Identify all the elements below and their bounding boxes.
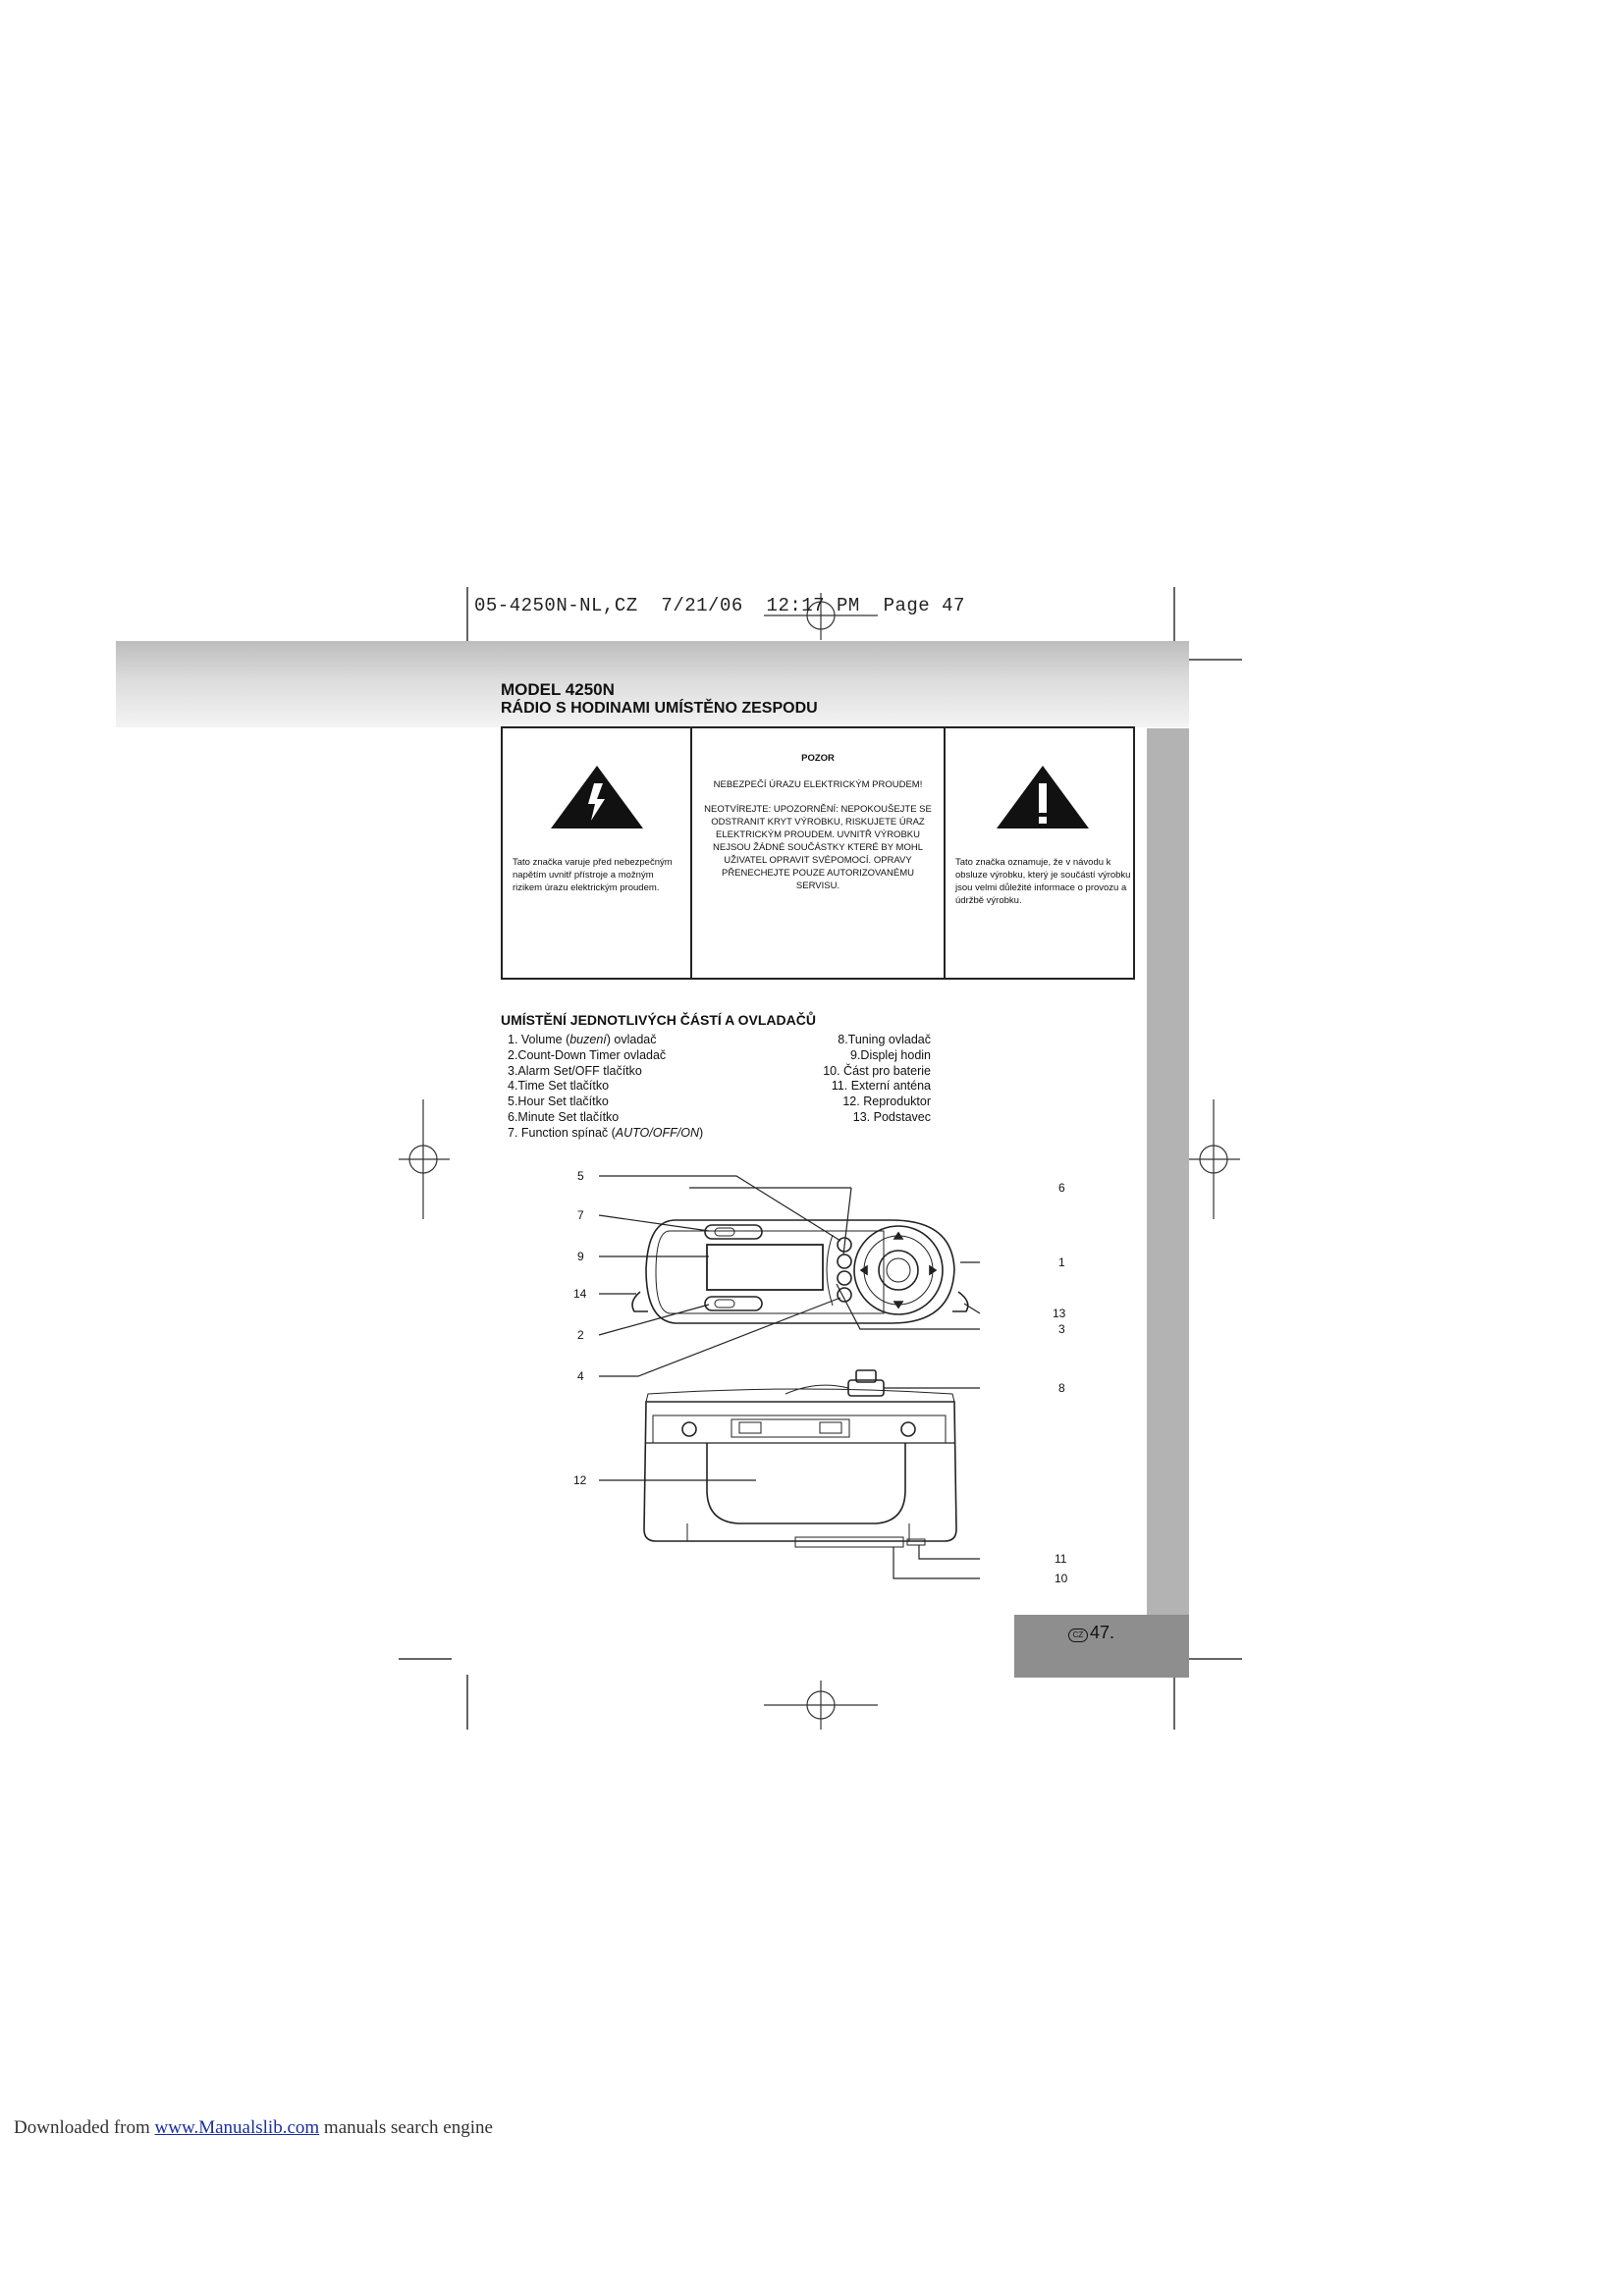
print-slug: 05-4250N-NL,CZ 7/21/06 12:17 PM Page 47 (474, 595, 965, 616)
parts-list-right (784, 1033, 931, 1126)
radio-top-outline (646, 1220, 954, 1323)
callout-7: 7 (577, 1208, 584, 1222)
list-item: 4.Time Set tlačítko (508, 1079, 610, 1094)
parts-list-left (508, 1033, 703, 1142)
page-number (1068, 1623, 1114, 1643)
button-minute (838, 1255, 851, 1268)
list-item: 3.Alarm Set/OFF tlačítko (508, 1063, 642, 1078)
download-footer: Downloaded from www.Manualslib.com manuals search engine (14, 2117, 493, 2138)
manual-warning-text: Tato značka oznamuje, že v návodu k obsluze výrobku, který je součástí výrobku jsou velmi důležité informace o provozu a údržbě výrobku. (955, 857, 1131, 906)
callout-6: 6 (1058, 1181, 1065, 1195)
list-item: 7. Function spínač (AUTO/OFF/ON) (508, 1125, 704, 1140)
page-number-value: 47. (1090, 1623, 1115, 1642)
clock-display (707, 1245, 823, 1290)
callout-8: 8 (1058, 1381, 1065, 1395)
list-item: 8.Tuning ovladač (838, 1033, 931, 1046)
parts-title: UMÍSTĚNÍ JEDNOTLIVÝCH ČÁSTÍ A OVLADAČŮ (501, 1012, 816, 1028)
callout-3: 3 (1058, 1322, 1065, 1336)
callout-10: 10 (1055, 1572, 1068, 1585)
exclamation-warning-icon (994, 764, 1092, 830)
registration-mark-left (399, 1099, 450, 1219)
list-item: 2.Count-Down Timer ovladač (508, 1047, 667, 1062)
foot-right (952, 1292, 968, 1311)
caution-line-2: NEOTVÍREJTE: UPOZORNĚNÍ: NEPOKOUŠEJTE SE ODSTRANIT KRYT VÝROBKU, RISKUJETE ÚRAZ ELEKTRICKÝM PROUDEM. UVNITŘ VÝROBKU NEJSOU ŽÁDNÉ SOUČÁSTKY KTERÉ BY MOHL UŽIVATEL OPRAVIT SVÉPOMOCÍ. OPRAVY PŘENECHEJTE POUZE AUTORIZOVANÉMU SERVISU. (704, 804, 932, 891)
foot-left (632, 1292, 648, 1311)
callout-11: 11 (1055, 1552, 1067, 1566)
lightning-warning-icon (548, 764, 646, 830)
timer-knob (705, 1297, 762, 1310)
list-item: 11. Externí anténa (831, 1079, 931, 1094)
caution-heading: POZOR (801, 753, 835, 764)
callout-1: 1 (1058, 1255, 1065, 1269)
side-band (1147, 728, 1189, 1617)
volume-dial (879, 1251, 918, 1290)
caution-line-1: NEBEZPEČÍ ÚRAZU ELEKTRICKÝM PROUDEM! (713, 779, 923, 790)
callout-2: 2 (577, 1328, 584, 1342)
list-item: 5.Hour Set tlačítko (508, 1095, 609, 1109)
list-item: 9.Displej hodin (850, 1047, 931, 1062)
callout-4: 4 (577, 1369, 584, 1383)
registration-mark-bottom (764, 1681, 878, 1730)
list-item: 12. Reproduktor (842, 1095, 931, 1109)
callout-12: 12 (573, 1473, 587, 1487)
list-item: 1. Volume (buzení) ovladač (508, 1033, 657, 1046)
callout-13: 13 (1053, 1307, 1066, 1320)
battery-compartment (795, 1537, 903, 1547)
country-badge: CZ (1068, 1629, 1088, 1642)
warning-divider (944, 726, 946, 980)
callout-14: 14 (573, 1287, 587, 1301)
warning-divider (690, 726, 692, 980)
antenna-jack (907, 1539, 925, 1545)
model-title: MODEL 4250N (501, 680, 615, 699)
speaker-housing (707, 1443, 905, 1523)
list-item: 10. Část pro baterie (823, 1063, 931, 1078)
registration-mark-right (1189, 1099, 1240, 1219)
callout-5: 5 (577, 1169, 584, 1183)
product-diagram (560, 1166, 1070, 1588)
lightning-warning-text: Tato značka varuje před nebezpečným napětím uvnitř přístroje a možným rizikem úrazu elektrickým proudem. (513, 857, 673, 893)
callout-9: 9 (577, 1250, 584, 1263)
function-switch (705, 1225, 762, 1239)
button-time (838, 1271, 851, 1285)
caution-text (699, 752, 937, 892)
list-item: 6.Minute Set tlačítko (508, 1109, 620, 1124)
product-subtitle: RÁDIO S HODINAMI UMÍSTĚNO ZESPODU (501, 700, 818, 717)
list-item: 13. Podstavec (852, 1109, 931, 1124)
manualslib-link[interactable]: www.Manualslib.com (154, 2117, 320, 2138)
